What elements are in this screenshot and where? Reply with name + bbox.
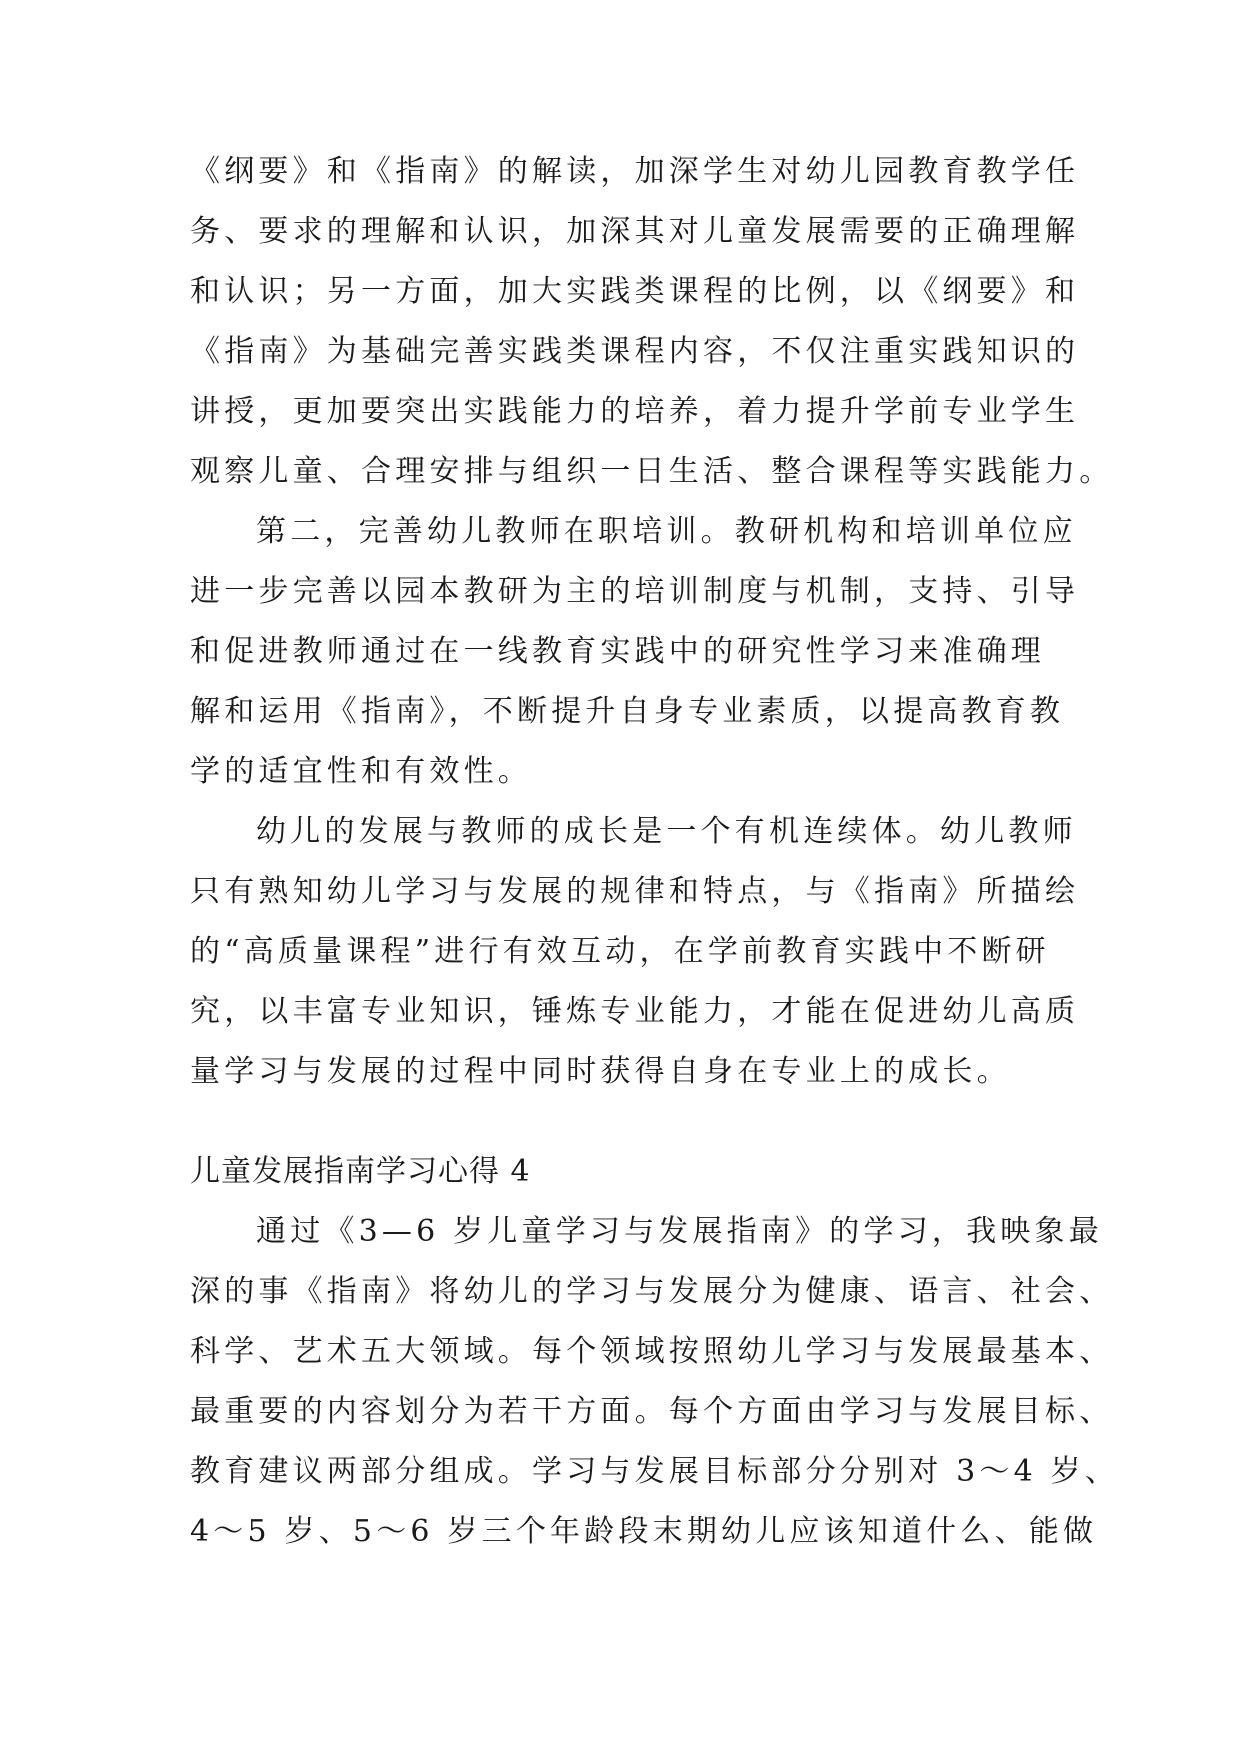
paragraph-line: 《纲要》和《指南》的解读，加深学生对幼儿园教育教学任 [190, 154, 1080, 189]
paragraph-line: 量学习与发展的过程中同时获得自身在专业上的成长。 [190, 1054, 1011, 1089]
paragraph-line: 深的事《指南》将幼儿的学习与发展分为健康、语言、社会、 [190, 1274, 1114, 1309]
paragraph-line: 究，以丰富专业知识，锤炼专业能力，才能在促进幼儿高质 [190, 994, 1080, 1029]
paragraph-line: 通过《3—6 岁儿童学习与发展指南》的学习，我映象最 [256, 1214, 1103, 1249]
paragraph-line: 只有熟知幼儿学习与发展的规律和特点，与《指南》所描绘 [190, 874, 1080, 909]
paragraph-line: 科学、艺术五大领域。每个领域按照幼儿学习与发展最基本、 [190, 1334, 1114, 1369]
paragraph-line: 幼儿的发展与教师的成长是一个有机连续体。幼儿教师 [256, 814, 1077, 849]
paragraph-line: 进一步完善以园本教研为主的培训制度与机制，支持、引导 [190, 574, 1080, 609]
paragraph-line: 第二，完善幼儿教师在职培训。教研机构和培训单位应 [256, 514, 1077, 549]
section-heading: 儿童发展指南学习心得 4 [190, 1154, 531, 1189]
paragraph-line: 学的适宜性和有效性。 [190, 754, 532, 789]
paragraph-line: 和促进教师通过在一线教育实践中的研究性学习来准确理 [190, 634, 1045, 669]
paragraph-line: 《指南》为基础完善实践类课程内容，不仅注重实践知识的 [190, 334, 1080, 369]
paragraph-line: 观察儿童、合理安排与组织一日生活、整合课程等实践能力。 [190, 454, 1114, 489]
paragraph-line: 教育建议两部分组成。学习与发展目标部分分别对 3～4 岁、 [190, 1454, 1120, 1489]
paragraph-line: 和认识；另一方面，加大实践类课程的比例，以《纲要》和 [190, 274, 1080, 309]
paragraph-line: 解和运用《指南》，不断提升自身专业素质，以提高教育教 [190, 694, 1065, 729]
paragraph-line: 最重要的内容划分为若干方面。每个方面由学习与发展目标、 [190, 1394, 1114, 1429]
paragraph-line: 4～5 岁、5～6 岁三个年龄段末期幼儿应该知道什么、能做 [190, 1514, 1098, 1549]
paragraph-line: 务、要求的理解和认识，加深其对儿童发展需要的正确理解 [190, 214, 1080, 249]
paragraph-line: 的“高质量课程”进行有效互动，在学前教育实践中不断研 [190, 934, 1050, 969]
paragraph-line: 讲授，更加要突出实践能力的培养，着力提升学前专业学生 [190, 394, 1080, 429]
